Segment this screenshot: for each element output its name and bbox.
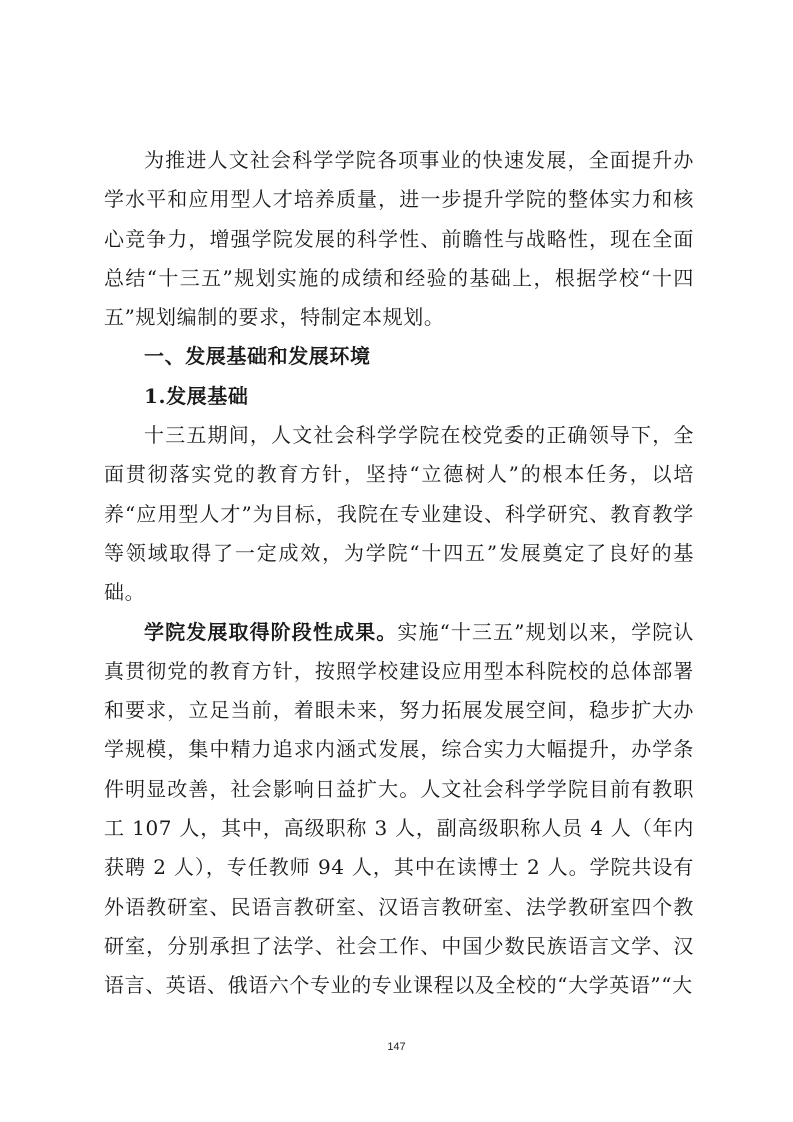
foundation-paragraph: 十三五期间，人文社会科学学院在校党委的正确领导下，全面贯彻落实党的教育方针，坚持“立德树人”的根本任务，以培养“应用型人才”为目标，我院在专业建设、科学研究、教育教学等领域取得了一定成效，为学院“十四五”发展奠定了良好的基础。 bbox=[104, 423, 694, 605]
page-body bbox=[104, 141, 694, 1006]
section-heading: 一、发展基础和发展环境 bbox=[144, 344, 371, 369]
achievement-paragraph bbox=[104, 613, 694, 1006]
intro-paragraph: 为推进人文社会科学学院各项事业的快速发展，全面提升办学水平和应用型人才培养质量，进一步提升学院的整体实力和核心竞争力，增强学院发展的科学性、前瞻性与战略性，现在全面总结“十三五”规划实施的成绩和经验的基础上，根据学校“十四五”规划编制的要求，特制定本规划。 bbox=[104, 148, 694, 330]
page-number: 147 bbox=[387, 1041, 406, 1053]
achievement-lead: 学院发展取得阶段性成果。 bbox=[144, 619, 398, 644]
achievement-body: 实施“十三五”规划以来，学院认真贯彻党的教育方针，按照学校建设应用型本科院校的总体部署和要求，立足当前，着眼未来，努力拓展发展空间，稳步扩大办学规模，集中精力追求内涵式发展，综合实力大幅提升，办学条件明显改善，社会影响日益扩大。人文社会科学学院目前有教职工 107 人，其中，高级职称 3 人，副高级职称人员 4 人（年内获聘 2 人），专任教师 94 人，其中在读博士 2 人。学院共设有外语教研室、民语言教研室、汉语言教研室、法学教研室四个教研室，分别承担了法学、社会工作、中国少数民族语言文学、汉语言、英语、俄语六个专业的专业课程以及全校的“大学英语”“大 bbox=[104, 619, 694, 998]
subsection-heading: 1.发展基础 bbox=[144, 383, 249, 408]
